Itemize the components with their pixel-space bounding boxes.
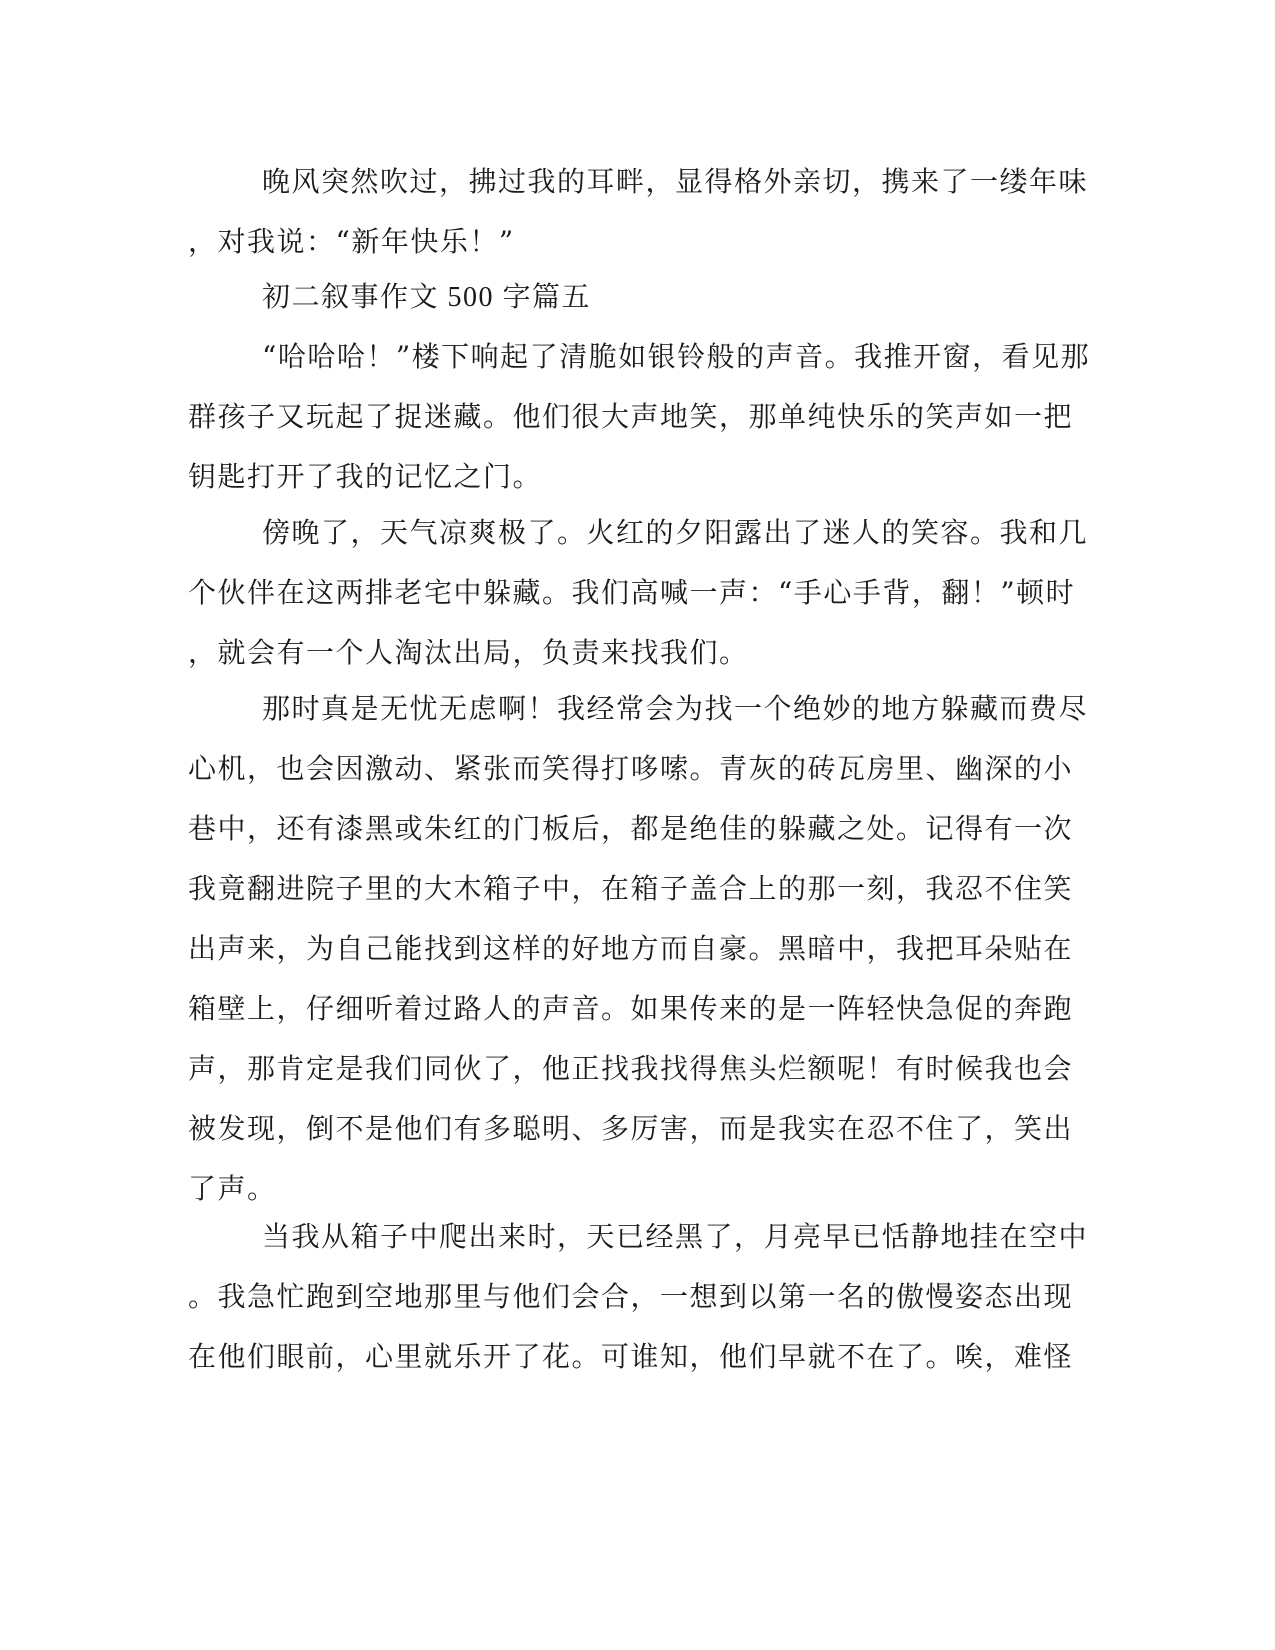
paragraph-5 <box>188 1207 1089 1387</box>
text-line: “哈哈哈！”楼下响起了清脆如银铃般的声音。我推开窗，看见那 <box>262 340 1091 373</box>
paragraph-2 <box>188 327 1091 507</box>
text-line: 了声。 <box>188 1172 277 1205</box>
section-heading <box>188 268 1068 328</box>
text-line: 我竟翻进院子里的大木箱子中，在箱子盖合上的那一刻，我忍不住笑 <box>188 872 1074 905</box>
text-line: 声，那肯定是我们同伙了，他正找我找得焦头烂额呢！有时候我也会 <box>188 1052 1074 1085</box>
paragraph-3 <box>188 503 1089 683</box>
paragraph-1 <box>188 152 1089 272</box>
text-line: 在他们眼前，心里就乐开了花。可谁知，他们早就不在了。唉，难怪 <box>188 1340 1074 1373</box>
text-line: 当我从箱子中爬出来时，天已经黑了，月亮早已恬静地挂在空中 <box>262 1220 1089 1253</box>
heading-text: 初二叙事作文 500 字篇五 <box>262 282 592 313</box>
text-line: 。我急忙跑到空地那里与他们会合，一想到以第一名的傲慢姿态出现 <box>188 1280 1074 1313</box>
text-line: 被发现，倒不是他们有多聪明、多厉害，而是我实在忍不住了，笑出 <box>188 1112 1074 1145</box>
text-line: 箱壁上，仔细听着过路人的声音。如果传来的是一阵轻快急促的奔跑 <box>188 992 1074 1025</box>
text-line: 那时真是无忧无虑啊！我经常会为找一个绝妙的地方躲藏而费尽 <box>262 692 1089 725</box>
text-line: 心机，也会因激动、紧张而笑得打哆嗦。青灰的砖瓦房里、幽深的小 <box>188 752 1074 785</box>
text-line: 傍晚了，天气凉爽极了。火红的夕阳露出了迷人的笑容。我和几 <box>262 516 1089 549</box>
text-line: ，对我说：“新年快乐！” <box>188 225 515 258</box>
text-line: 钥匙打开了我的记忆之门。 <box>188 460 543 493</box>
text-line: 晚风突然吹过，拂过我的耳畔，显得格外亲切，携来了一缕年味 <box>262 165 1089 198</box>
text-line: 出声来，为自己能找到这样的好地方而自豪。黑暗中，我把耳朵贴在 <box>188 932 1074 965</box>
text-line: 群孩子又玩起了捉迷藏。他们很大声地笑，那单纯快乐的笑声如一把 <box>188 400 1074 433</box>
text-line: ，就会有一个人淘汰出局，负责来找我们。 <box>188 636 749 669</box>
paragraph-4 <box>188 679 1089 1219</box>
text-line: 巷中，还有漆黑或朱红的门板后，都是绝佳的躲藏之处。记得有一次 <box>188 812 1074 845</box>
text-line: 个伙伴在这两排老宅中躲藏。我们高喊一声：“手心手背，翻！”顿时 <box>188 576 1076 609</box>
